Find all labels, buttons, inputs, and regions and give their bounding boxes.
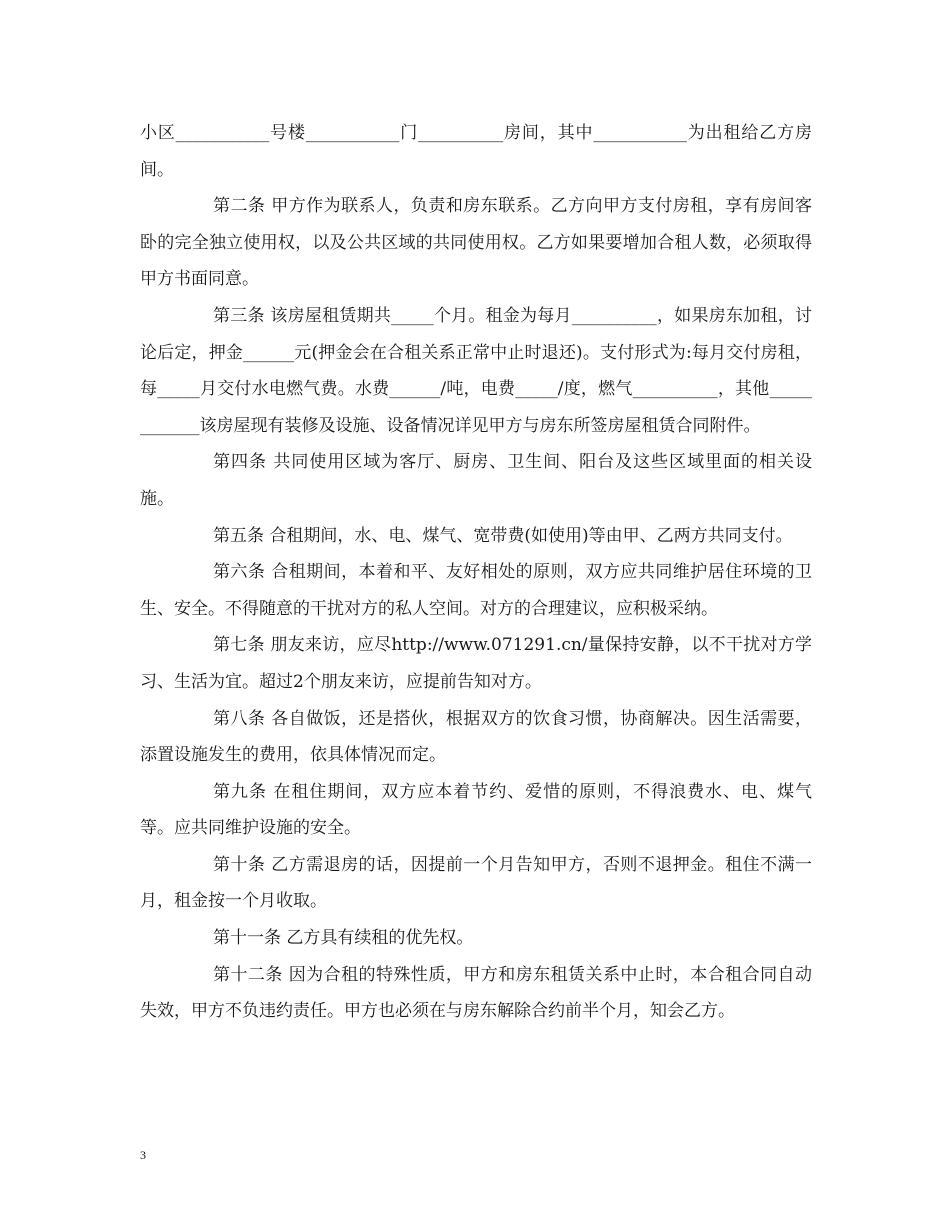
paragraph-article-11: 第十一条 乙方具有续租的优先权。 [213, 928, 474, 949]
paragraph-article-2: 第二条 甲方作为联系人，负责和房东联系。乙方向甲方支付房租，享有房间客卧的完全独立使用权，以及公共区域的共同使用权。乙方如果要增加合租人数，必须取得甲方书面同意。 [140, 196, 812, 290]
paragraph-article-12: 第十二条 因为合租的特殊性质，甲方和房东租赁关系中止时，本合租合同自动失效，甲方不负违约责任。甲方也必须在与房东解除合约前半个月，知会乙方。 [140, 964, 812, 1022]
paragraph-article-6: 第六条 合租期间，本着和平、友好相处的原则，双方应共同维护居住环境的卫生、安全。不得随意的干扰对方的私人空间。对方的合理建议，应积极采纳。 [140, 562, 812, 619]
document-body [140, 115, 812, 1030]
paragraph-article-9: 第九条 在租住期间，双方应本着节约、爱惜的原则，不得浪费水、电、煤气等。应共同维护设施的安全。 [140, 781, 812, 839]
paragraph-article-10: 第十条 乙方需退房的话，因提前一个月告知甲方，否则不退押金。租住不满一月，租金按一个月收取。 [140, 854, 812, 912]
page-number: 3 [140, 1148, 146, 1162]
paragraph-article-4: 第四条 共同使用区域为客厅、厨房、卫生间、阳台及这些区域里面的相关设施。 [140, 452, 812, 509]
paragraph-article-7: 第七条 朋友来访，应尽http://www.071291.cn/量保持安静，以不干扰对方学习、生活为宜。超过2个朋友来访，应提前告知对方。 [140, 635, 812, 692]
paragraph-article-8: 第八条 各自做饭，还是搭伙，根据双方的饮食习惯，协商解决。因生活需要，添置设施发生的费用，依具体情况而定。 [140, 708, 812, 766]
paragraph-article-5: 第五条 合租期间，水、电、煤气、宽带费(如使用)等由甲、乙两方共同支付。 [213, 525, 793, 546]
paragraph-article-3: 第三条 该房屋租赁期共_____个月。租金为每月__________，如果房东加租，讨论后定，押金______元(押金会在合租关系正常中止时退还)。支付形式为:每月交付房租，每_____月交付水电燃气费。水费______/吨，电费_____/度，燃气__________，其他____________该房屋现有装修及设施、设备情况详见甲方与房东所签房屋租赁合同附件。 [140, 305, 812, 436]
paragraph-address: 小区___________号楼___________门__________房间，其中___________为出租给乙方房间。 [140, 123, 812, 180]
